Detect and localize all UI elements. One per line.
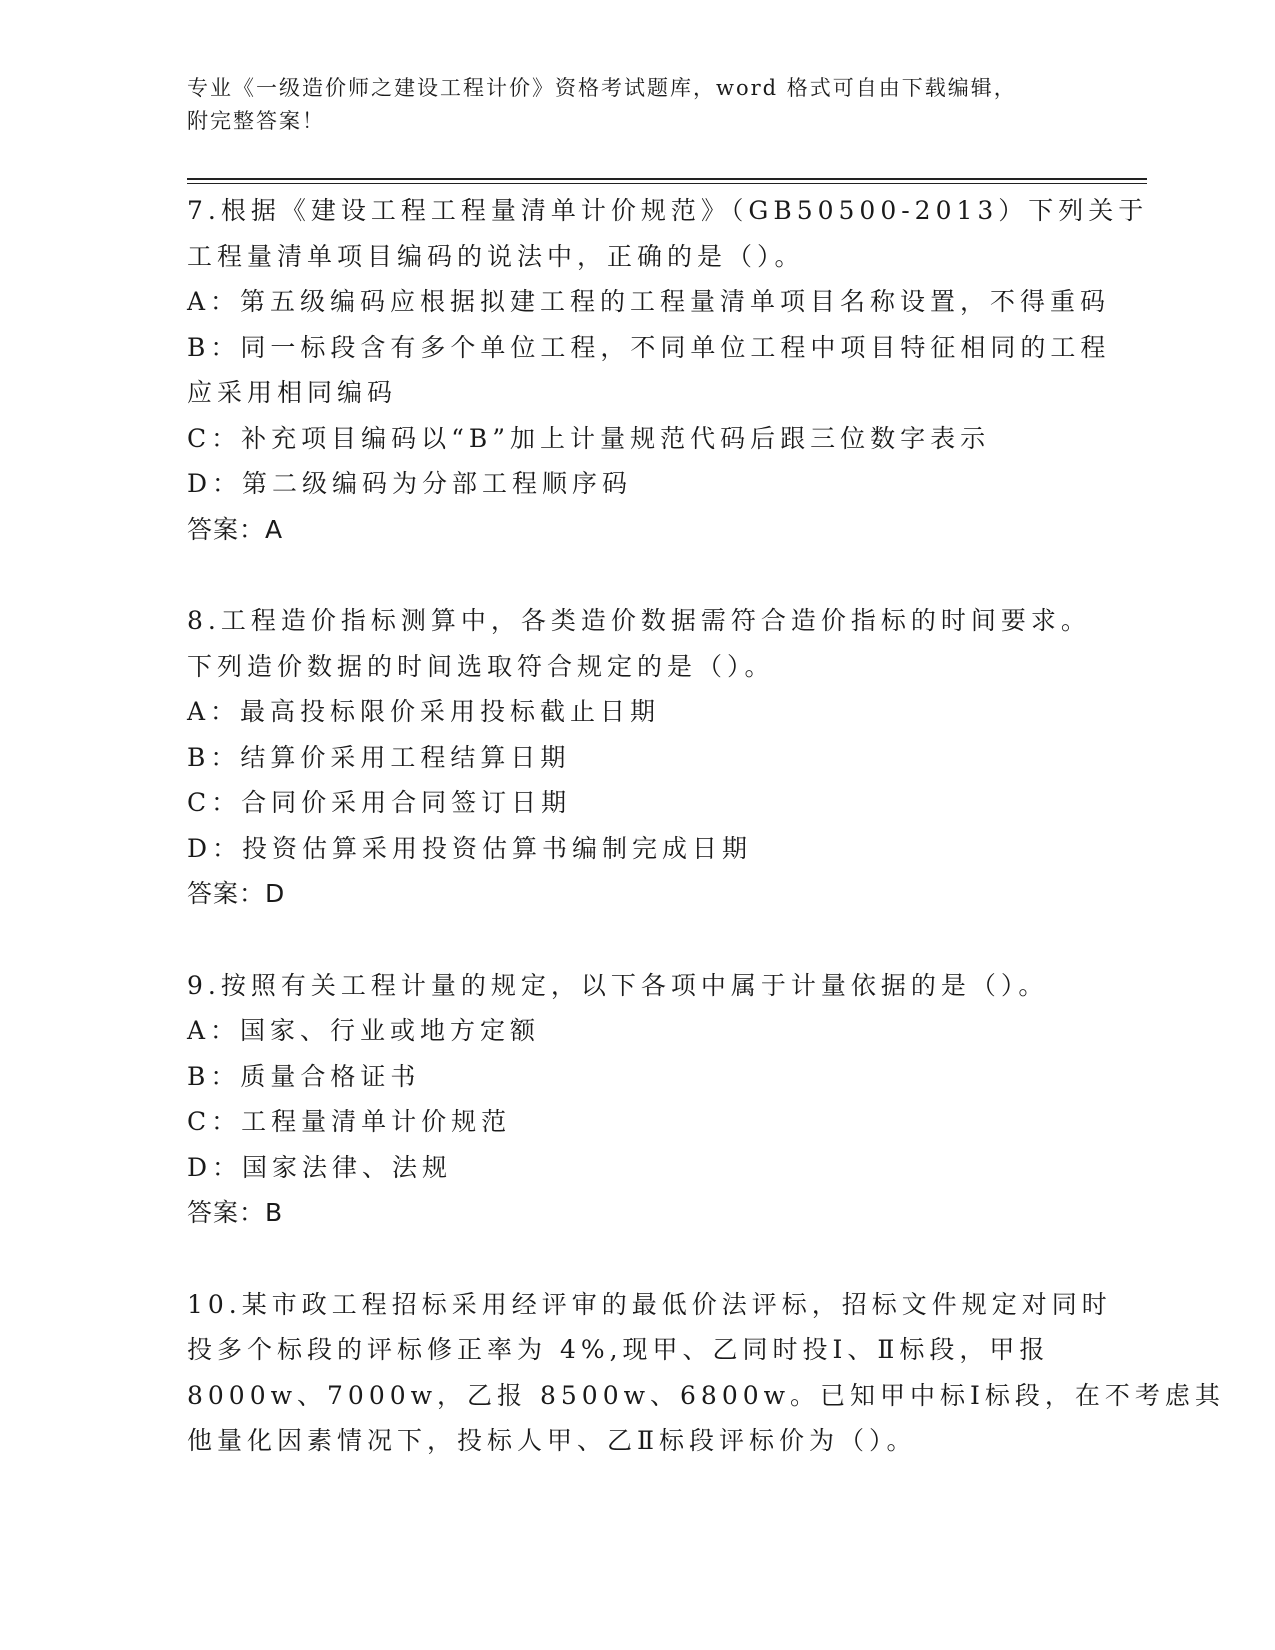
question-stem-line: 8000w、7000w，乙报 8500w、6800w。已知甲中标Ⅰ标段，在不考虑其: [187, 1380, 1225, 1410]
answer-line: 答案：A: [187, 514, 284, 544]
option-line: C：合同价采用合同签订日期: [187, 788, 572, 817]
option-line: A：最高投标限价采用投标截止日期: [187, 697, 661, 726]
question-stem-line: 9.按照有关工程计量的规定，以下各项中属于计量依据的是（）。: [187, 970, 1049, 1000]
option-line: A：第五级编码应根据拟建工程的工程量清单项目名称设置，不得重码: [187, 287, 1111, 316]
header-line-2: 附完整答案！: [187, 109, 325, 133]
document-header: [187, 72, 1067, 138]
question-stem-line: 8.工程造价指标测算中，各类造价数据需符合造价指标的时间要求。: [187, 606, 1091, 635]
question-block: [187, 1282, 1225, 1464]
option-line: D：国家法律、法规: [187, 1152, 453, 1182]
option-line: 应采用相同编码: [187, 378, 398, 407]
header-divider-thick: [187, 178, 1147, 180]
header-line-1: 专业《一级造价师之建设工程计价》资格考试题库，word 格式可自由下载编辑，: [187, 76, 1017, 100]
option-line: D：第二级编码为分部工程顺序码: [187, 469, 633, 498]
question-stem-line: 下列造价数据的时间选取符合规定的是（）。: [187, 651, 775, 681]
option-line: D：投资估算采用投资估算书编制完成日期: [187, 833, 753, 863]
option-line: B：结算价采用工程结算日期: [187, 742, 571, 772]
question-stem-line: 7.根据《建设工程工程量清单计价规范》（GB50500-2013）下列关于: [187, 196, 1149, 225]
option-line: B：质量合格证书: [187, 1061, 421, 1091]
option-line: C：工程量清单计价规范: [187, 1107, 512, 1136]
question-stem-line: 投多个标段的评标修正率为 4%,现甲、乙同时投Ⅰ、Ⅱ标段，甲报: [187, 1335, 1050, 1364]
question-block: [187, 188, 1149, 552]
answer-line: 答案：D: [187, 879, 286, 908]
question-block: [187, 598, 1091, 917]
answer-line: 答案：B: [187, 1198, 284, 1227]
option-line: A：国家、行业或地方定额: [187, 1016, 541, 1045]
question-list: [187, 188, 1225, 1510]
question-block: [187, 963, 1087, 1236]
question-stem-line: 工程量清单项目编码的说法中，正确的是（）。: [187, 241, 805, 271]
option-line: C：补充项目编码以“B”加上计量规范代码后跟三位数字表示: [187, 423, 991, 453]
option-line: B：同一标段含有多个单位工程，不同单位工程中项目特征相同的工程: [187, 332, 1111, 362]
question-stem-line: 10.某市政工程招标采用经评审的最低价法评标，招标文件规定对同时: [187, 1289, 1112, 1319]
question-stem-line: 他量化因素情况下，投标人甲、乙Ⅱ标段评标价为（）。: [187, 1426, 917, 1455]
header-divider-thin: [187, 183, 1147, 184]
